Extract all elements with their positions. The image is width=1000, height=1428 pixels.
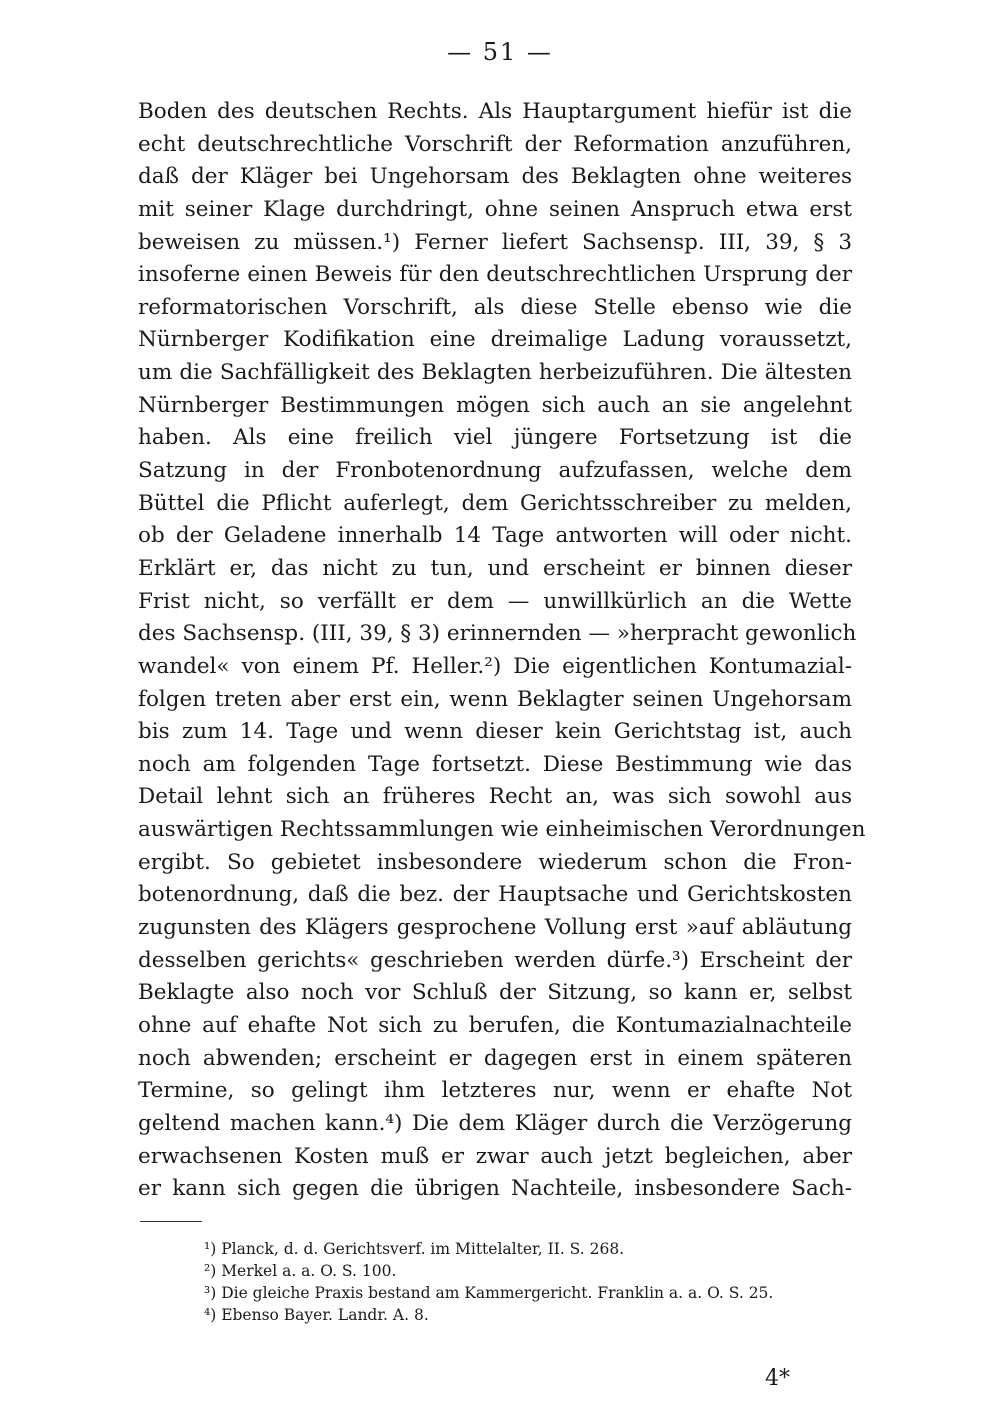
text-line: haben. Als eine freilich viel jüngere Fortsetzung ist die [138,425,852,451]
text-line: Erklärt er, das nicht zu tun, und erscheint er binnen dieser [138,555,852,581]
text-line: Beklagte also noch vor Schluß der Sitzung, so kann er, selbst [138,980,852,1006]
text-line: um die Sachfälligkeit des Beklagten herbeizuführen. Die ältesten [138,360,852,386]
text-line: Nürnberger Bestimmungen mögen sich auch an sie angelehnt [138,392,852,418]
text-line: folgen treten aber erst ein, wenn Beklagter seinen Ungehorsam [138,686,852,712]
text-line: echt deutschrechtliche Vorschrift der Reformation anzuführen, [138,131,852,157]
text-line: zugunsten des Klägers gesprochene Vollung erst »auf abläutung [138,915,852,941]
text-line: insoferne einen Beweis für den deutschrechtlichen Ursprung der [138,262,852,288]
footnote: ³) Die gleiche Praxis bestand am Kammergericht. Franklin a. a. O. S. 25. [204,1284,774,1302]
signature-mark: 4* [765,1366,790,1391]
text-line: reformatorischen Vorschrift, als diese Stelle ebenso wie die [138,294,852,320]
footnotes [204,1238,864,1326]
footnote-divider [140,1221,202,1222]
footnote: ²) Merkel a. a. O. S. 100. [204,1262,397,1280]
footnote: ⁴) Ebenso Bayer. Landr. A. 8. [204,1306,429,1324]
text-line: bis zum 14. Tage und wenn dieser kein Gerichtstag ist, auch [138,719,852,745]
text-line: mit seiner Klage durchdringt, ohne seinen Anspruch etwa erst [138,196,852,222]
text-line: Frist nicht, so verfällt er dem — unwillkürlich an die Wette [138,588,852,614]
text-line: beweisen zu müssen.¹) Ferner liefert Sachsensp. III, 39, § 3 [138,229,852,255]
text-line: botenordnung, daß die bez. der Hauptsache und Gerichtskosten [138,882,852,908]
body-text [138,96,866,1206]
text-line: wandel« von einem Pf. Heller.²) Die eigentlichen Kontumazial- [138,653,852,679]
footnote: ¹) Planck, d. d. Gerichtsverf. im Mittelalter, II. S. 268. [204,1240,625,1258]
text-line: Büttel die Pflicht auferlegt, dem Gerichtsschreiber zu melden, [138,490,852,516]
text-line: erwachsenen Kosten muß er zwar auch jetzt begleichen, aber [138,1143,852,1169]
text-line: Boden des deutschen Rechts. Als Hauptargument hiefür ist die [138,99,852,124]
text-line: ohne auf ehafte Not sich zu berufen, die Kontumazialnachteile [138,1012,852,1038]
text-line: noch abwenden; erscheint er dagegen erst in einem späteren [138,1045,852,1071]
text-line: Satzung in der Fronbotenordnung aufzufassen, welche dem [138,458,852,484]
text-line: des Sachsensp. (III, 39, § 3) erinnernden — »herpracht gewonlich [138,621,857,647]
text-line: ergibt. So gebietet insbesondere wiederum schon die Fron- [138,849,852,875]
text-line: noch am folgenden Tage fortsetzt. Diese Bestimmung wie das [138,751,852,777]
text-line: Nürnberger Kodifikation eine dreimalige Ladung voraussetzt, [138,327,852,353]
text-line: Detail lehnt sich an früheres Recht an, was sich sowohl aus [138,784,852,810]
page-number: — 51 — [447,38,553,66]
text-line: ob der Geladene innerhalb 14 Tage antworten will oder nicht. [138,523,852,549]
text-line: geltend machen kann.⁴) Die dem Kläger durch die Verzögerung [138,1110,852,1136]
text-line: er kann sich gegen die übrigen Nachteile, insbesondere Sach- [138,1176,852,1202]
text-line: desselben gerichts« geschrieben werden dürfe.³) Erscheint der [138,947,852,973]
text-line: Termine, so gelingt ihm letzteres nur, wenn er ehafte Not [138,1078,852,1104]
text-line: auswärtigen Rechtssammlungen wie einheimischen Verordnungen [138,817,866,843]
text-line: daß der Kläger bei Ungehorsam des Beklagten ohne weiteres [138,164,852,190]
